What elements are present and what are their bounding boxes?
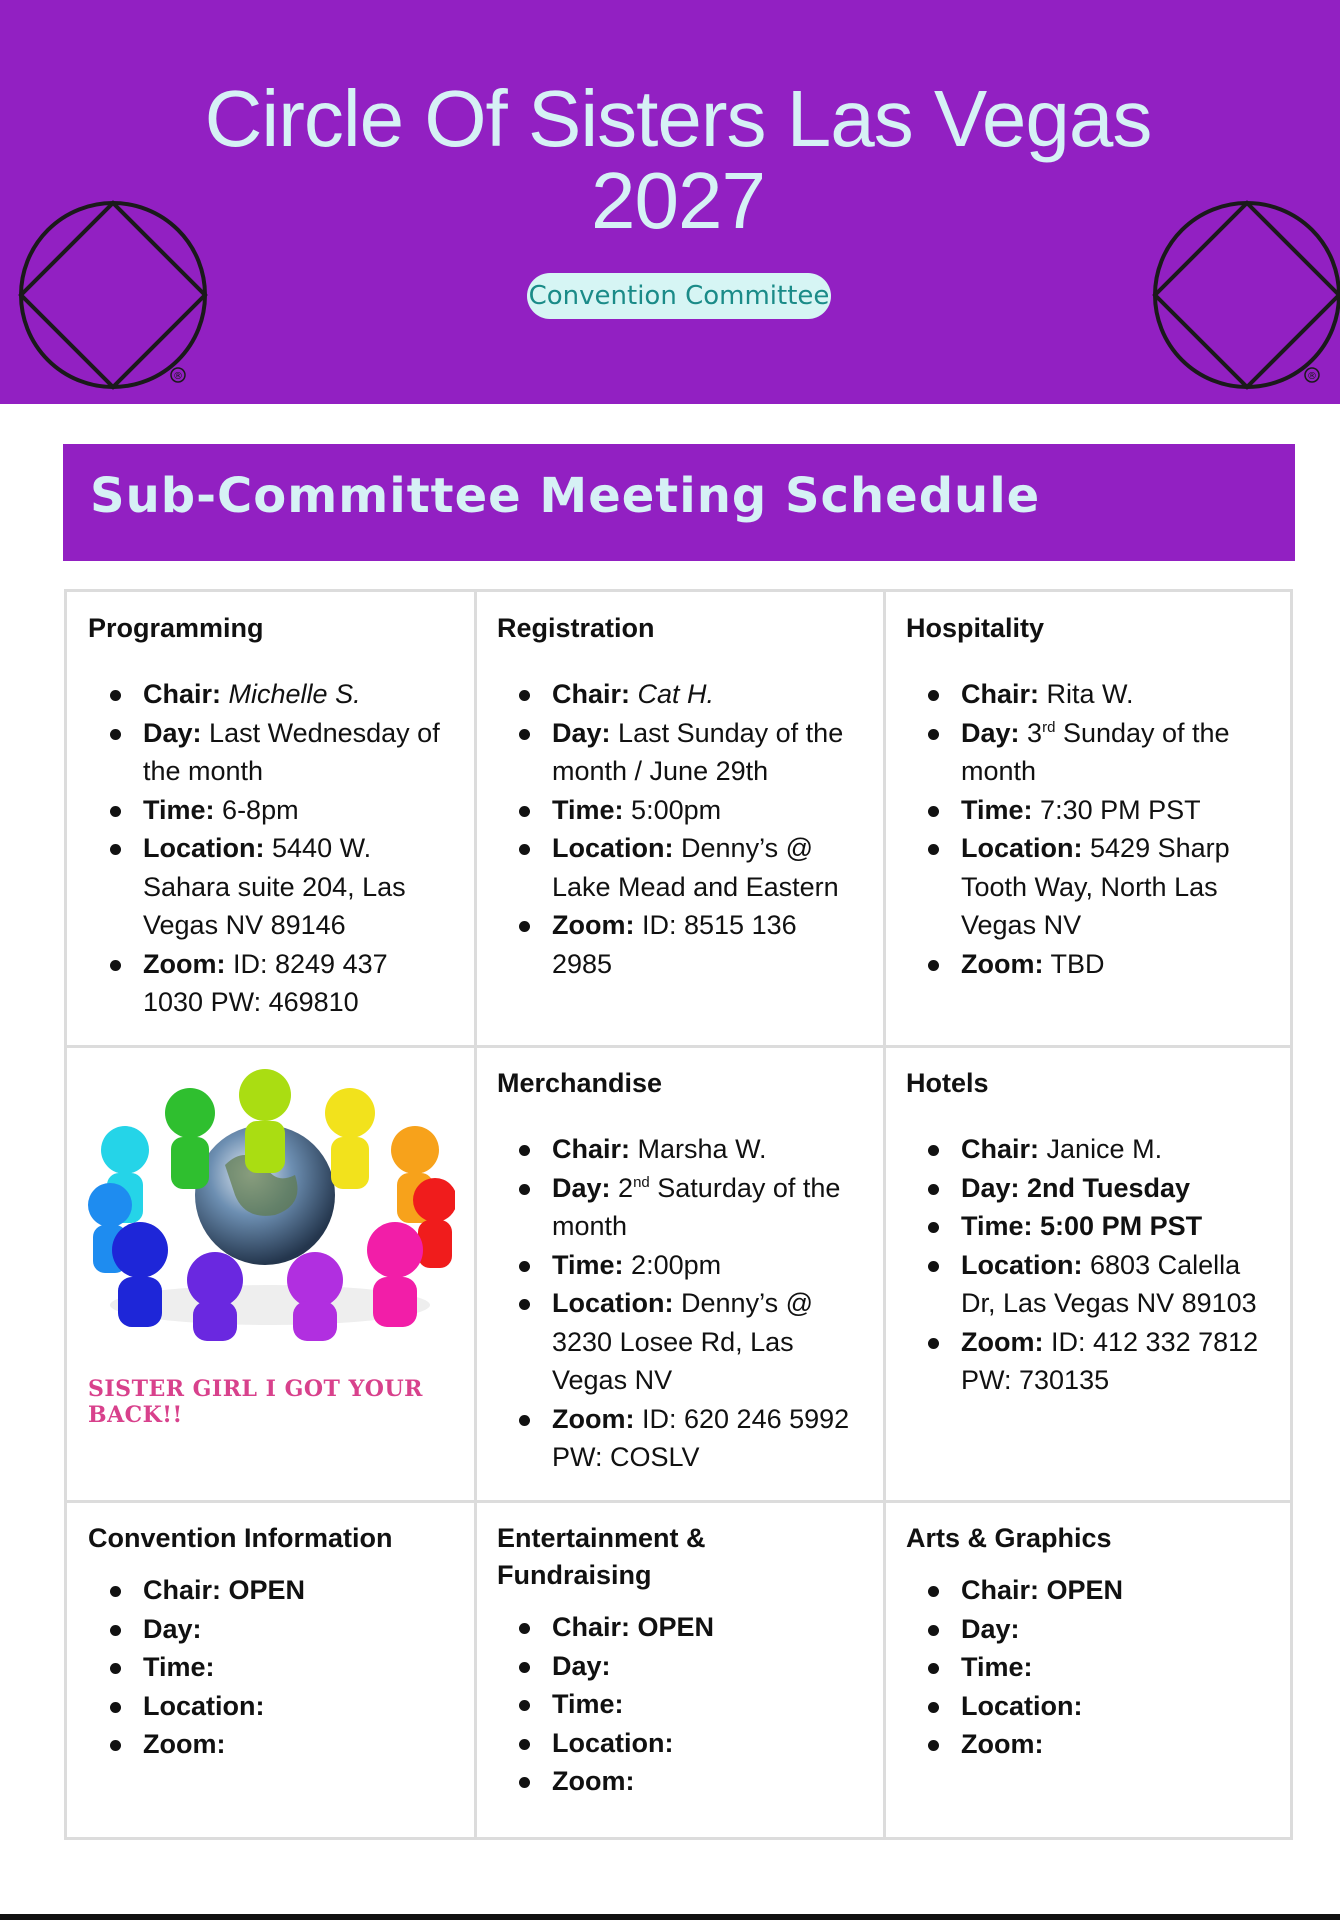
list-item: Time: 5:00pm (475, 791, 880, 830)
committee-details (884, 675, 1289, 983)
list-item: Chair: OPEN (475, 1608, 880, 1647)
list-item: Zoom: TBD (884, 945, 1289, 984)
committee-name: Programming (88, 613, 264, 643)
committee-details (884, 1130, 1289, 1400)
list-item: Time: 7:30 PM PST (884, 791, 1289, 830)
list-item: Day: 3rd Sunday of the month (884, 714, 1289, 791)
list-item: Day: (66, 1610, 471, 1649)
committee-card-hospitality (884, 610, 1289, 983)
list-item: Time: (475, 1685, 880, 1724)
list-item: Location: (475, 1724, 880, 1763)
list-item: Zoom: (884, 1725, 1289, 1764)
sisters-circle-globe-image (85, 1065, 455, 1345)
schedule-heading: Sub-Committee Meeting Schedule (90, 468, 1041, 524)
convention-committee-badge: Convention Committee (527, 273, 831, 319)
list-item: Day: (475, 1647, 880, 1686)
list-item: Zoom: ID: 412 332 7812 PW: 730135 (884, 1323, 1289, 1400)
list-item: Time: 5:00 PM PST (884, 1207, 1289, 1246)
list-item: Zoom: ID: 8249 437 1030 PW: 469810 (66, 945, 471, 1022)
committee-name: Hotels (906, 1068, 989, 1098)
header-banner (0, 0, 1340, 404)
committee-details (884, 1571, 1289, 1764)
na-circle-diamond-logo-icon (1150, 198, 1340, 392)
list-item: Day: 2nd Saturday of the month (475, 1169, 880, 1246)
grid-divider (67, 1045, 1290, 1048)
committee-card-registration (475, 610, 880, 983)
committee-details (475, 1130, 880, 1477)
committee-card-entertainment-fundraising (475, 1520, 880, 1801)
list-item: Zoom: (475, 1762, 880, 1801)
committee-name: Merchandise (497, 1068, 663, 1098)
grid-divider (67, 1500, 1290, 1503)
list-item: Day: (884, 1610, 1289, 1649)
page-title: Circle Of Sisters Las Vegas 2027 (204, 74, 1152, 245)
list-item: Location: (884, 1687, 1289, 1726)
na-circle-diamond-logo-icon (16, 198, 210, 392)
committee-name: Convention Information (88, 1523, 393, 1553)
committee-name: Entertainment & Fundraising (497, 1523, 706, 1590)
committee-card-programming (66, 610, 471, 1022)
list-item: Chair: Cat H. (475, 675, 880, 714)
list-item: Chair: Janice M. (884, 1130, 1289, 1169)
list-item: Chair: OPEN (884, 1571, 1289, 1610)
committee-name: Arts & Graphics (906, 1523, 1112, 1553)
list-item: Chair: OPEN (66, 1571, 471, 1610)
list-item: Zoom: (66, 1725, 471, 1764)
list-item: Chair: Marsha W. (475, 1130, 880, 1169)
list-item: Chair: Rita W. (884, 675, 1289, 714)
committee-card-convention-information (66, 1520, 471, 1764)
committee-details (475, 1608, 880, 1801)
list-item: Location: 5440 W. Sahara suite 204, Las Vegas NV 89146 (66, 829, 471, 945)
page-bottom-border (0, 1914, 1340, 1920)
list-item: Location: Denny’s @ Lake Mead and Eastern (475, 829, 880, 906)
list-item: Zoom: ID: 620 246 5992 PW: COSLV (475, 1400, 880, 1477)
list-item: Chair: Michelle S. (66, 675, 471, 714)
list-item: Time: (884, 1648, 1289, 1687)
svg-text:®: ® (1307, 371, 1317, 382)
list-item: Time: (66, 1648, 471, 1687)
list-item: Day: Last Wednesday of the month (66, 714, 471, 791)
list-item: Location: 6803 Calella Dr, Las Vegas NV 89103 (884, 1246, 1289, 1323)
list-item: Time: 2:00pm (475, 1246, 880, 1285)
list-item: Day: 2nd Tuesday (884, 1169, 1289, 1208)
svg-text:®: ® (173, 371, 183, 382)
list-item: Zoom: ID: 8515 136 2985 (475, 906, 880, 983)
committee-details (66, 1571, 471, 1764)
image-tagline: SISTER GIRL I GOT YOUR BACK!! (88, 1376, 423, 1428)
list-item: Location: (66, 1687, 471, 1726)
committee-name: Hospitality (906, 613, 1045, 643)
committee-name: Registration (497, 613, 655, 643)
committee-details (475, 675, 880, 983)
list-item: Day: Last Sunday of the month / June 29th (475, 714, 880, 791)
list-item: Location: 5429 Sharp Tooth Way, North Las Vegas NV (884, 829, 1289, 945)
committee-card-merchandise (475, 1065, 880, 1477)
committee-details (66, 675, 471, 1022)
list-item: Location: Denny’s @ 3230 Losee Rd, Las Vegas NV (475, 1284, 880, 1400)
schedule-banner (63, 444, 1295, 561)
committee-card-hotels (884, 1065, 1289, 1400)
committee-card-arts-graphics (884, 1520, 1289, 1764)
list-item: Time: 6-8pm (66, 791, 471, 830)
